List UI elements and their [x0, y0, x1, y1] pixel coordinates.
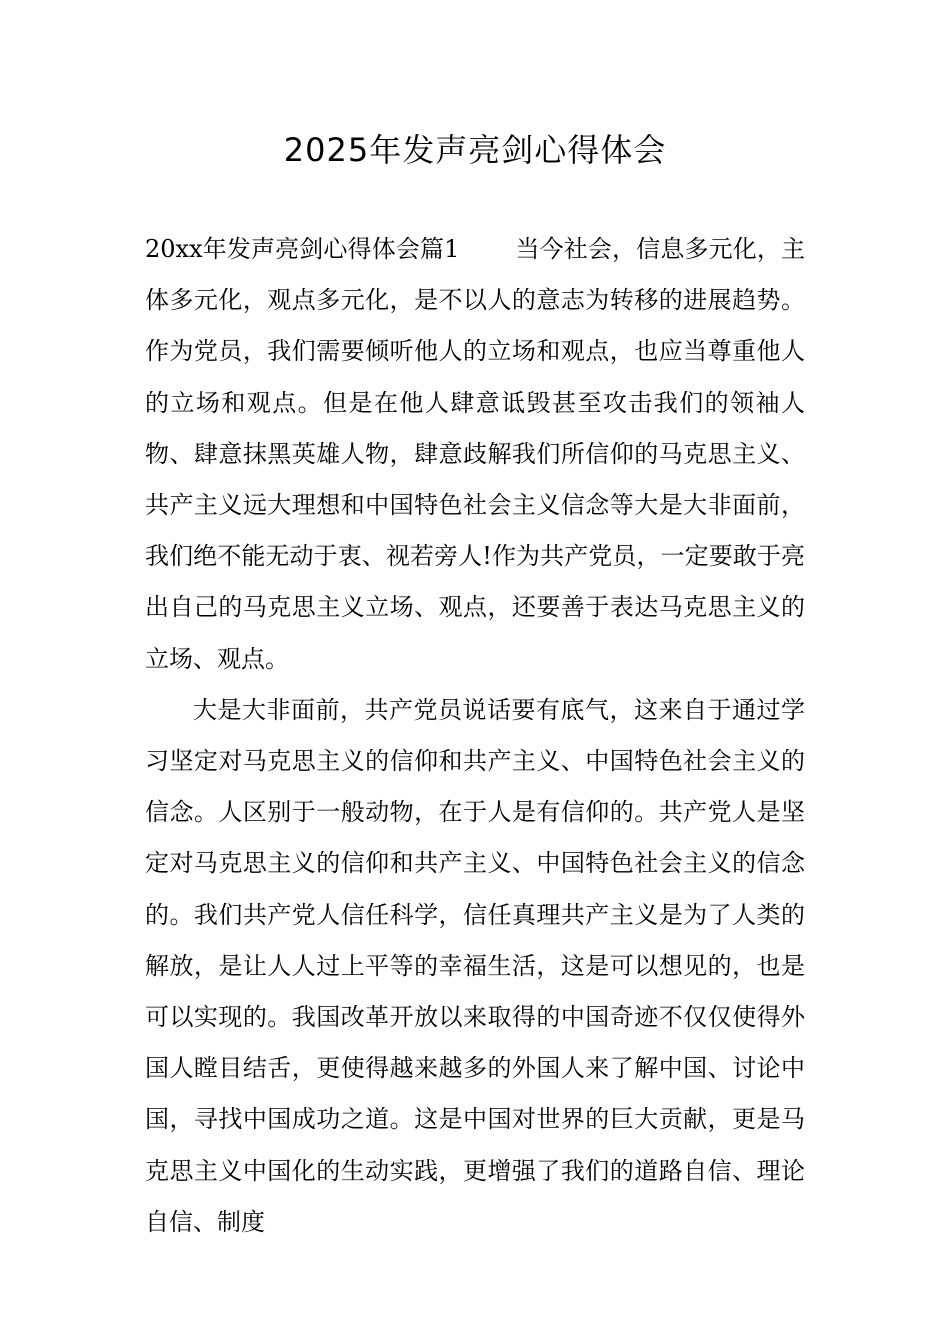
paragraph-2: 大是大非面前，共产党员说话要有底气，这来自于通过学习坚定对马克思主义的信仰和共产主义、中国特色社会主义的信念。人区别于一般动物，在于人是有信仰的。共产党人是坚定对马克思主义的信仰和共产主义、中国特色社会主义的信念的。我们共产党人信任科学，信任真理共产主义是为了人类的解放，是让人人过上平等的幸福生活，这是可以想见的，也是可以实现的。我国改革开放以来取得的中国奇迹不仅仅使得外国人瞠目结舌，更使得越来越多的外国人来了解中国、讨论中国，寻找中国成功之道。这是中国对世界的巨大贡献，更是马克思主义中国化的生动实践，更增强了我们的道路自信、理论自信、制度 [145, 695, 805, 1236]
document-title: 2025年发声亮剑心得体会 [283, 131, 667, 169]
document-body [145, 224, 805, 1248]
section-heading: 20xx年发声亮剑心得体会篇1 [145, 235, 460, 263]
paragraph-1 [145, 224, 805, 685]
paragraph-1-text: 当今社会，信息多元化，主体多元化，观点多元化，是不以人的意志为转移的进展趋势。作为党员，我们需要倾听他人的立场和观点，也应当尊重他人的立场和观点。但是在他人肆意诋毁甚至攻击我们的领袖人物、肆意抹黑英雄人物，肆意歧解我们所信仰的马克思主义、共产主义远大理想和中国特色社会主义信念等大是大非面前，我们绝不能无动于衷、视若旁人!作为共产党员，一定要敢于亮出自己的马克思主义立场、观点，还要善于表达马克思主义的立场、观点。 [145, 235, 805, 673]
